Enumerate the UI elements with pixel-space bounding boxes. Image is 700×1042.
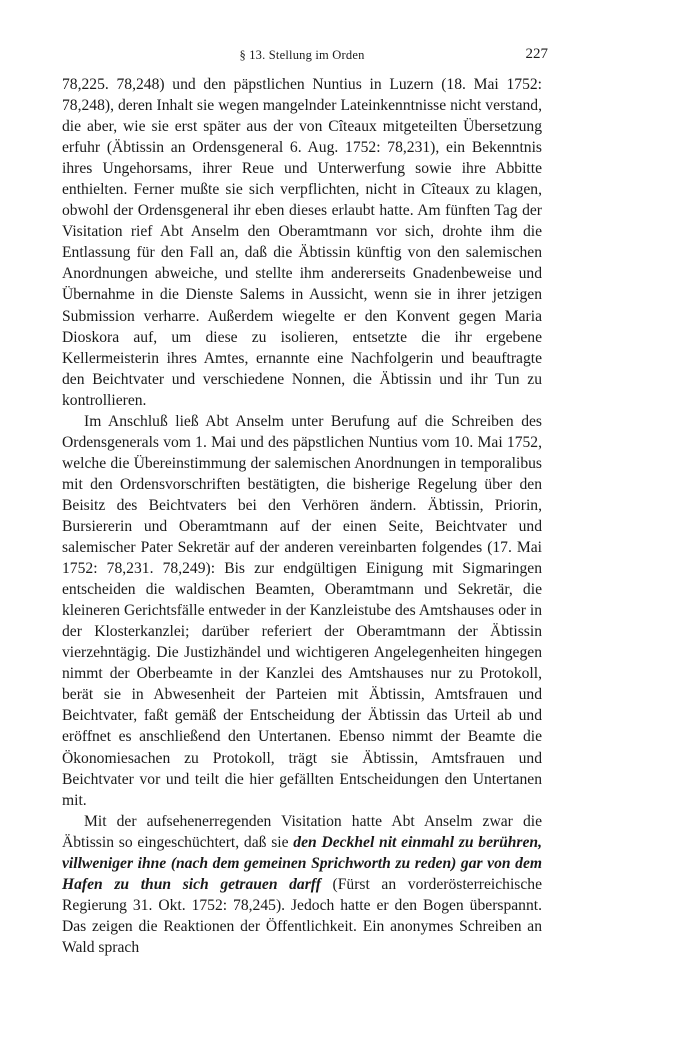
paragraph-3-lead: Mit der aufsehenerregenden Visitation hatte Abt Anselm zwar die Äbtissin so eingeschüchtert, daß sie	[62, 812, 542, 851]
page-number: 227	[525, 46, 548, 62]
paragraph-2: Im Anschluß ließ Abt Anselm unter Berufung auf die Schreiben des Ordensgenerals vom 1. Mai und des päpstlichen Nuntius vom 10. Mai 1752, welche die Übereinstimmung der salemischen Anordnungen in temporalibus mit den Ordensvorschriften bestätigten, die bisherige Regelung über den Beisitz des Beichtvaters bei den Verhören ändern. Äbtissin, Priorin, Bursiererin und Oberamtmann auf der einen Seite, Beichtvater und salemischer Pater Sekretär auf der anderen vereinbarten folgendes (17. Mai 1752: 78,231. 78,249): Bis zur endgültigen Einigung mit Sigmaringen entscheiden die waldischen Beamten, Oberamtmann und Sekretär, die kleineren Gerichtsfälle entweder in der Kanzleistube des Amtshauses oder in der Klosterkanzlei; darüber referiert der Oberamtmann der Äbtissin vierzehntägig. Die Justizhändel und wichtigeren Angelegenheiten hingegen nimmt der Oberbeamte in der Kanzlei des Amtshauses nur zu Protokoll, berät sie in Abwesenheit der Parteien mit Äbtissin, Amtsfrauen und Beichtvater, faßt gemäß der Entscheidung der Äbtissin das Urteil ab und eröffnet es anschließend den Untertanen. Ebenso nimmt der Beamte die Ökonomiesachen zu Protokoll, trägt sie Äbtissin, Amtsfrauen und Beichtvater vor und teilt die hier gefällten Entscheidungen den Untertanen mit.	[62, 412, 542, 809]
historical-quote: den Deckhel nit einmahl zu berühren, villweniger ihne (nach dem gemeinen Sprichworth zu reden) gar von dem Hafen zu thun sich getrauen darff	[62, 833, 542, 893]
running-title: § 13. Stellung im Orden	[239, 48, 365, 62]
paragraph-1: 78,225. 78,248) und den päpstlichen Nuntius in Luzern (18. Mai 1752: 78,248), deren Inhalt sie wegen mangelnder Lateinkenntnisse nicht verstand, die aber, wie sie erst später aus der von Cîteaux mitgeteilten Übersetzung erfuhr (Äbtissin an Ordensgeneral 6. Aug. 1752: 78,231), ein Bekenntnis ihres Ungehorsams, ihrer Reue und Unterwerfung sowie ihre Abbitte enthielten. Ferner mußte sie sich verpflichten, nicht in Cîteaux zu klagen, obwohl der Ordensgeneral ihr eben dieses erlaubt hatte. Am fünften Tag der Visitation rief Abt Anselm den Oberamtmann vor sich, drohte ihm die Entlassung für den Fall an, daß die Äbtissin künftig von den salemischen Anordnungen abweiche, und stellte ihm andererseits Gnadenbeweise und Übernahme in die Dienste Salems in Aussicht, wenn sie in ihrer jetzigen Submission verharre. Außerdem wiegelte er den Konvent gegen Maria Dioskora auf, um diese zu isolieren, entsetzte die ihr ergebene Kellermeisterin ihres Amtes, ernannte eine Nachfolgerin und beauftragte den Beichtvater und verschiedene Nonnen, die Äbtissin und ihr Tun zu kontrollieren.	[62, 76, 542, 409]
paragraph-3-tail: (Fürst an vorderösterreichische Regierung 31. Okt. 1752: 78,245). Jedoch hatte er den Bogen überspannt. Das zeigen die Reaktionen der Öffentlichkeit. Ein anonymes Schreiben an Wald sprach	[62, 875, 542, 956]
paragraph-3	[62, 811, 542, 958]
running-header	[62, 44, 548, 68]
body-text	[62, 74, 542, 958]
